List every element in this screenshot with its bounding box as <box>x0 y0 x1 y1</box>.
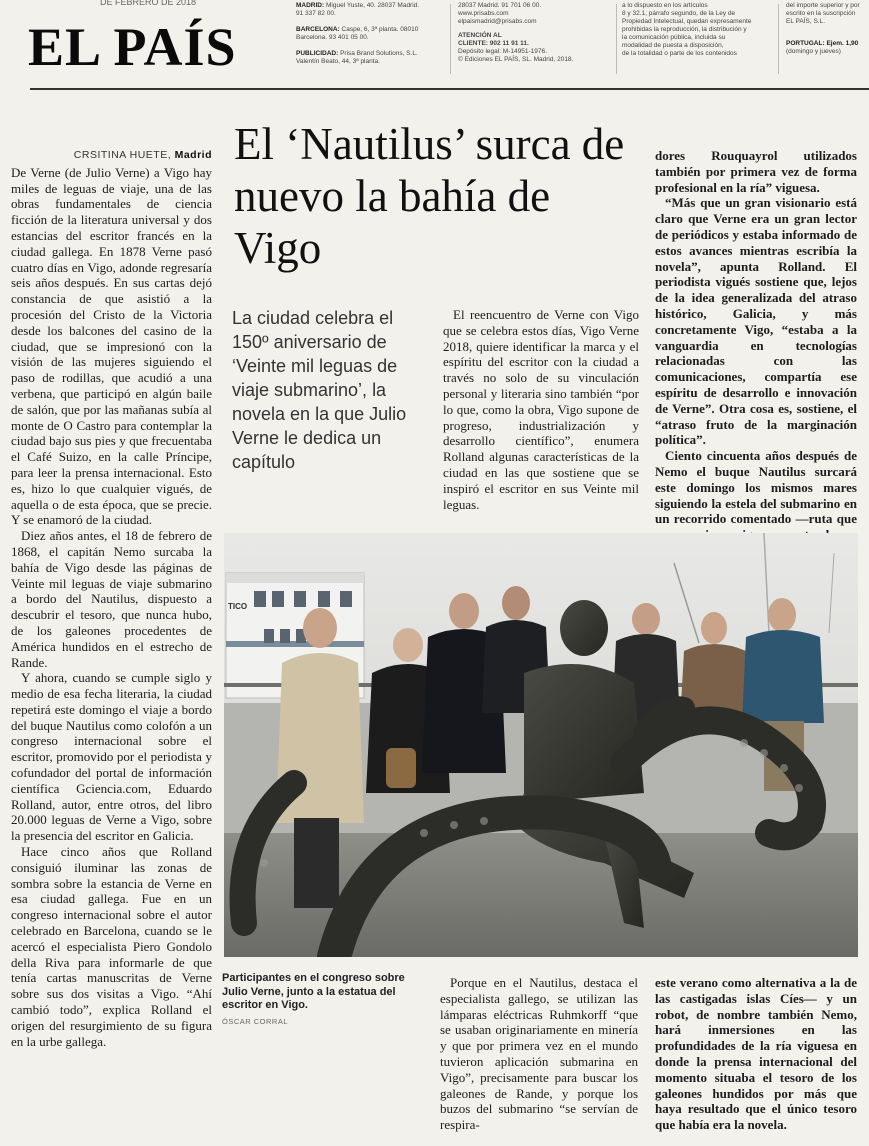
issue-date: DE FEBRERO DE 2018 <box>100 0 197 7</box>
office-line: MADRID: Miguel Yuste, 40. 28037 Madrid. <box>296 2 420 9</box>
article-photo <box>224 533 858 957</box>
office-line: 91 337 82 00. <box>296 10 336 17</box>
office-line: Barcelona. 93 401 05 00. <box>296 34 369 41</box>
masthead-legal: a lo dispuesto en los artículos 8 y 32.1, párrafo segundo, de la Ley de Propiedad Intelectual, quedan expresamente prohibidas la reproducción, la distribución y la comunicación pública, incluida su modalidad de puesta a disposición, de la totalidad o parte de los contenidos <box>622 2 752 57</box>
paragraph: Ciento cincuenta años después de Nemo el buque Nautilus surcará este domingo los mismos mares siguiendo la estela del submarino en un recorrido comentado —ruta que <box>655 448 857 527</box>
paragraph: Y ahora, cuando se cumple siglo y medio de esa fecha literaria, la ciudad repetirá este domingo el viaje a bordo del buque Nautilus como colofón a un congreso internacional sobre el escritor, promovido por el periodista y cofundador del portal de información científica Gciencia.com, Eduardo Rolland, autor, entre otros, del libro 20.000 leguas de Verne a Vigo, sobre la presencia del escritor en Galicia. <box>11 670 212 844</box>
paragraph: El reencuentro de Verne con Vigo que se celebra estos días, Vigo Verne 2018, quiere identificar la marca y el espíritu del escritor con la ciudad a través no solo de su vinculación personal y literaria sino también “por lo que, como la obra, Vigo supone de progreso, industrialización y desarrollo científico”, enumera Rolland algunas características de la ciudad en las que sostiene que se inspiró el escritor en sus Veinte mil leguas. <box>443 307 639 512</box>
office-line: PUBLICIDAD: Prisa Brand Solutions, S.L. <box>296 50 418 57</box>
ship-sign: TICO <box>228 602 248 611</box>
masthead-divider <box>616 4 617 74</box>
photo-illustration <box>224 533 858 957</box>
article-column-bottom-right <box>655 975 857 1133</box>
article-column-3 <box>443 307 639 512</box>
paragraph: “Más que un gran visionario está claro que Verne era un gran lector de periódicos y estaba informado de estos avances mientras escribía la novela”, apunta Rolland. El periodista vigués sostiene que, lejos de la idea generalizada del atraso histórico, Galicia, y más concretamente Vigo, “estaba a la vanguardia en tecnologías relacionadas con las comunicaciones, compartía ese espíritu de desarrollo e innovación de Verne”. Otra cosa es, sostiene, el “atraso fruto de la marginación política”. <box>655 195 857 448</box>
article-column-1 <box>11 148 212 1049</box>
headline: El ‘Nautilus’ surca de nuevo la bahía de Vigo <box>234 119 625 273</box>
photo-caption: Participantes en el congreso sobre Julio Verne, junto a la estatua del escritor en Vigo. <box>222 972 405 1011</box>
office-line: BARCELONA: Caspe, 6, 3ª planta. 08010 <box>296 26 419 33</box>
paragraph: Hace cinco años que Rolland consiguió iluminar las zonas de sombra sobre la estancia de Verne en esa ciudad gallega. Fue en un congreso internacional sobre el autor celebrado en Barcelona, cuando se le acercó el especialista Piero Gondolo della Riva para informarle de que tenía cartas manuscritas de Verne sobre sus dos visitas a Vigo. “Ahí cambió todo”, explica Rolland el origen del resurgimiento de su figura en la urbe gallega. <box>11 844 212 1049</box>
paragraph: De Verne (de Julio Verne) a Vigo hay miles de leguas de viaje, una de las obras fundamentales de ciencia ficción de la literatura universal y dos estancias del escritor francés en la ciudad gallega. En 1878 Verne pasó cuatro días en Vigo, adonde regresaría seis años después. En sus cartas dejó constancia de que asistió a la procesión del Cristo de la Victoria desde los balcones del casino de la ciudad, que se impresionó con la visión de las mujeres siguiendo el paso de rodillas, que acudió a una verbena, que participó en algún baile de salón, que por las mañanas subía al monte de O Castro para contemplar la ciudad bajo sus pies y que frecuentaba el Café Suizo, en la calle Príncipe, para leer la prensa internacional. Esto es, hizo lo que cualquier vigués, de aquella o de esta época, que se precie. Y se enamoró de la ciudad. <box>11 164 212 528</box>
masthead-right: del importe superior y por escrito en la suscripción EL PAÍS, S.L. PORTUGAL: Ejem. 1,90 (domingo y jueves) <box>786 2 860 55</box>
subheadline: La ciudad celebra el 150º aniversario de ‘Veinte mil leguas de viaje submarino’, la novela en la que Julio Verne le dedica un capítulo <box>232 308 407 472</box>
masthead-divider <box>450 4 451 74</box>
article-column-bottom-middle <box>440 975 638 1133</box>
office-line: Valentín Beato, 44, 3ª planta. <box>296 58 380 65</box>
paragraph: Porque en el Nautilus, destaca el especialista gallego, se utilizan las lámparas eléctricas Ruhmkorff “que se usaban originariamente en minería y que por primera vez en el mundo tuvieron aplicación submarina en Vigo”, precisamente para buscar los galeones de Rande, y porque los buzos del submarino “se servían de respira- <box>440 975 638 1133</box>
newspaper-logo: EL PAÍS <box>28 17 237 77</box>
paragraph: este verano como alternativa a la de las castigadas islas Cíes— y un robot, de nombre también Nemo, hará inmersiones en las profundidades de la ría viguesa en donde la prensa internacional del momento situaba el tesoro de los galeones hundidos por más que haya resultado que el único tesoro que había era la novela. <box>655 975 857 1133</box>
byline: CRSITINA HUETE, Madrid <box>73 149 212 161</box>
masthead <box>0 0 869 88</box>
masthead-contact: 28037 Madrid. 91 701 06 00. www.prisabs.com elpaismadrid@prisabs.com ATENCIÓN AL CLIENTE: 902 11 91 11. Depósito legal: M-14951-1976. © Ediciones EL PAÍS, SL. Madrid, 2018. <box>458 2 574 63</box>
photo-credit: ÓSCAR CORRAL <box>222 1017 289 1026</box>
paragraph: dores Rouquayrol utilizados también por primera vez de forma profesional en la ría” viguesa. <box>655 148 857 195</box>
masthead-rule <box>30 88 869 90</box>
article-column-4 <box>655 148 857 559</box>
paragraph: Diez años antes, el 18 de febrero de 1868, el capitán Nemo surcaba la bahía de Vigo desde las páginas de Veinte mil leguas de viaje submarino a bordo del Nautilus, dispuesto a descubrir el tesoro, que nunca hubo, de los galeones procedentes de América hundidos en el estrecho de Rande. <box>11 528 212 670</box>
masthead-offices <box>296 2 446 66</box>
masthead-divider <box>778 4 779 74</box>
